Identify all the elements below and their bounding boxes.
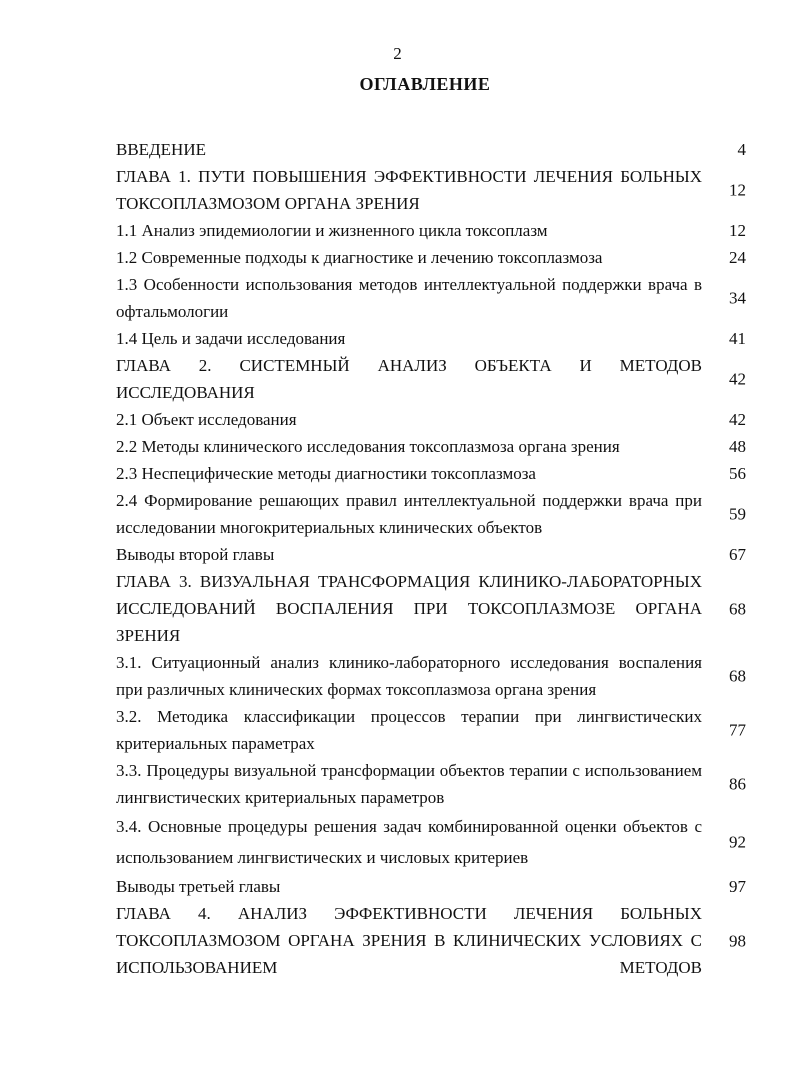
toc-entry-text: 3.1. Ситуационный анализ клинико-лабораторного исследования воспаления при различных клинических формах токсоплазмоза органа зрения bbox=[116, 653, 702, 699]
toc-entry bbox=[116, 811, 746, 873]
toc-entry bbox=[116, 217, 746, 244]
toc-entry-page: 77 bbox=[729, 720, 746, 740]
toc-entry-page: 59 bbox=[729, 504, 746, 524]
toc-entry-text: 1.4 Цель и задачи исследования bbox=[116, 329, 346, 348]
toc-entry-text: 3.3. Процедуры визуальной трансформации объектов терапии с использованием лингвистических критериальных параметров bbox=[116, 761, 702, 807]
toc-entry-page: 68 bbox=[729, 599, 746, 618]
toc-entry-text: 3.4. Основные процедуры решения задач комбинированной оценки объектов с использованием лингвистических и числовых критериев bbox=[116, 817, 702, 867]
toc-entry-page: 56 bbox=[729, 464, 746, 483]
toc-entry-page: 34 bbox=[729, 288, 746, 308]
toc-entry bbox=[116, 163, 746, 217]
toc-entry-page: 92 bbox=[729, 832, 746, 852]
toc-entry-page: 4 bbox=[737, 140, 746, 159]
toc-entry-page: 42 bbox=[729, 369, 746, 389]
toc-entry-text: 2.2 Методы клинического исследования токсоплазмоза органа зрения bbox=[116, 437, 620, 456]
toc-entry-text: 1.1 Анализ эпидемиологии и жизненного цикла токсоплазм bbox=[116, 221, 548, 240]
toc-entry bbox=[116, 433, 746, 460]
toc-entry-page: 68 bbox=[729, 666, 746, 686]
toc-entry-page: 42 bbox=[729, 410, 746, 429]
toc-entry-page: 48 bbox=[729, 437, 746, 456]
toc-entry bbox=[116, 487, 746, 541]
toc-entry bbox=[116, 325, 746, 352]
toc-entry-text: 1.2 Современные подходы к диагностике и лечению токсоплазмоза bbox=[116, 248, 603, 267]
toc-entry bbox=[116, 352, 746, 406]
toc-entry-text: Выводы третьей главы bbox=[116, 877, 281, 896]
toc-entry-text: 2.4 Формирование решающих правил интеллектуальной поддержки врача при исследовании многокритериальных клинических объектов bbox=[116, 491, 702, 537]
toc-entry bbox=[116, 460, 746, 487]
toc-entry-text: ГЛАВА 3. ВИЗУАЛЬНАЯ ТРАНСФОРМАЦИЯ КЛИНИКО-ЛАБОРАТОРНЫХ ИССЛЕДОВАНИЙ ВОСПАЛЕНИЯ ПРИ ТОКСОПЛАЗМОЗЕ ОРГАНА ЗРЕНИЯ bbox=[116, 572, 702, 645]
toc-entry-text: 2.1 Объект исследования bbox=[116, 410, 297, 429]
toc-entry-page: 86 bbox=[729, 774, 746, 794]
toc-entry bbox=[116, 271, 746, 325]
toc-entry-page: 12 bbox=[729, 180, 746, 200]
toc-entry-page: 67 bbox=[729, 545, 746, 564]
toc-entry bbox=[116, 900, 746, 981]
toc-entry-page: 12 bbox=[729, 221, 746, 240]
toc-entry bbox=[116, 757, 746, 811]
toc-entry-text: Выводы второй главы bbox=[116, 545, 275, 564]
toc-entry-text: ВВЕДЕНИЕ bbox=[116, 140, 206, 159]
toc-entry-page: 98 bbox=[729, 931, 746, 950]
toc-entry bbox=[116, 244, 746, 271]
toc-entry-text: ГЛАВА 4. АНАЛИЗ ЭФФЕКТИВНОСТИ ЛЕЧЕНИЯ БОЛЬНЫХ ТОКСОПЛАЗМОЗОМ ОРГАНА ЗРЕНИЯ В КЛИНИЧЕСКИХ УСЛОВИЯХ С ИСПОЛЬЗОВАНИЕМ МЕТОДОВ bbox=[116, 904, 702, 977]
toc-entry-page: 24 bbox=[729, 248, 746, 267]
toc-entry bbox=[116, 136, 746, 163]
toc-entry-page: 41 bbox=[729, 329, 746, 348]
table-of-contents bbox=[116, 136, 746, 981]
toc-entry bbox=[116, 703, 746, 757]
toc-entry bbox=[116, 406, 746, 433]
toc-entry bbox=[116, 873, 746, 900]
page-title: ОГЛАВЛЕНИЕ bbox=[359, 74, 491, 94]
toc-entry-text: 2.3 Неспецифические методы диагностики токсоплазмоза bbox=[116, 464, 536, 483]
toc-entry bbox=[116, 649, 746, 703]
page-number: 2 bbox=[393, 44, 402, 63]
toc-entry-text: 1.3 Особенности использования методов интеллектуальной поддержки врача в офтальмологии bbox=[116, 275, 702, 321]
toc-entry-text: ГЛАВА 1. ПУТИ ПОВЫШЕНИЯ ЭФФЕКТИВНОСТИ ЛЕЧЕНИЯ БОЛЬНЫХ ТОКСОПЛАЗМОЗОМ ОРГАНА ЗРЕНИЯ bbox=[116, 167, 702, 213]
toc-entry-text: ГЛАВА 2. СИСТЕМНЫЙ АНАЛИЗ ОБЪЕКТА И МЕТОДОВ ИССЛЕДОВАНИЯ bbox=[116, 356, 702, 402]
toc-entry-text: 3.2. Методика классификации процессов терапии при лингвистических критериальных параметрах bbox=[116, 707, 702, 753]
toc-entry-page: 97 bbox=[729, 877, 746, 896]
toc-entry bbox=[116, 541, 746, 568]
toc-entry bbox=[116, 568, 746, 649]
